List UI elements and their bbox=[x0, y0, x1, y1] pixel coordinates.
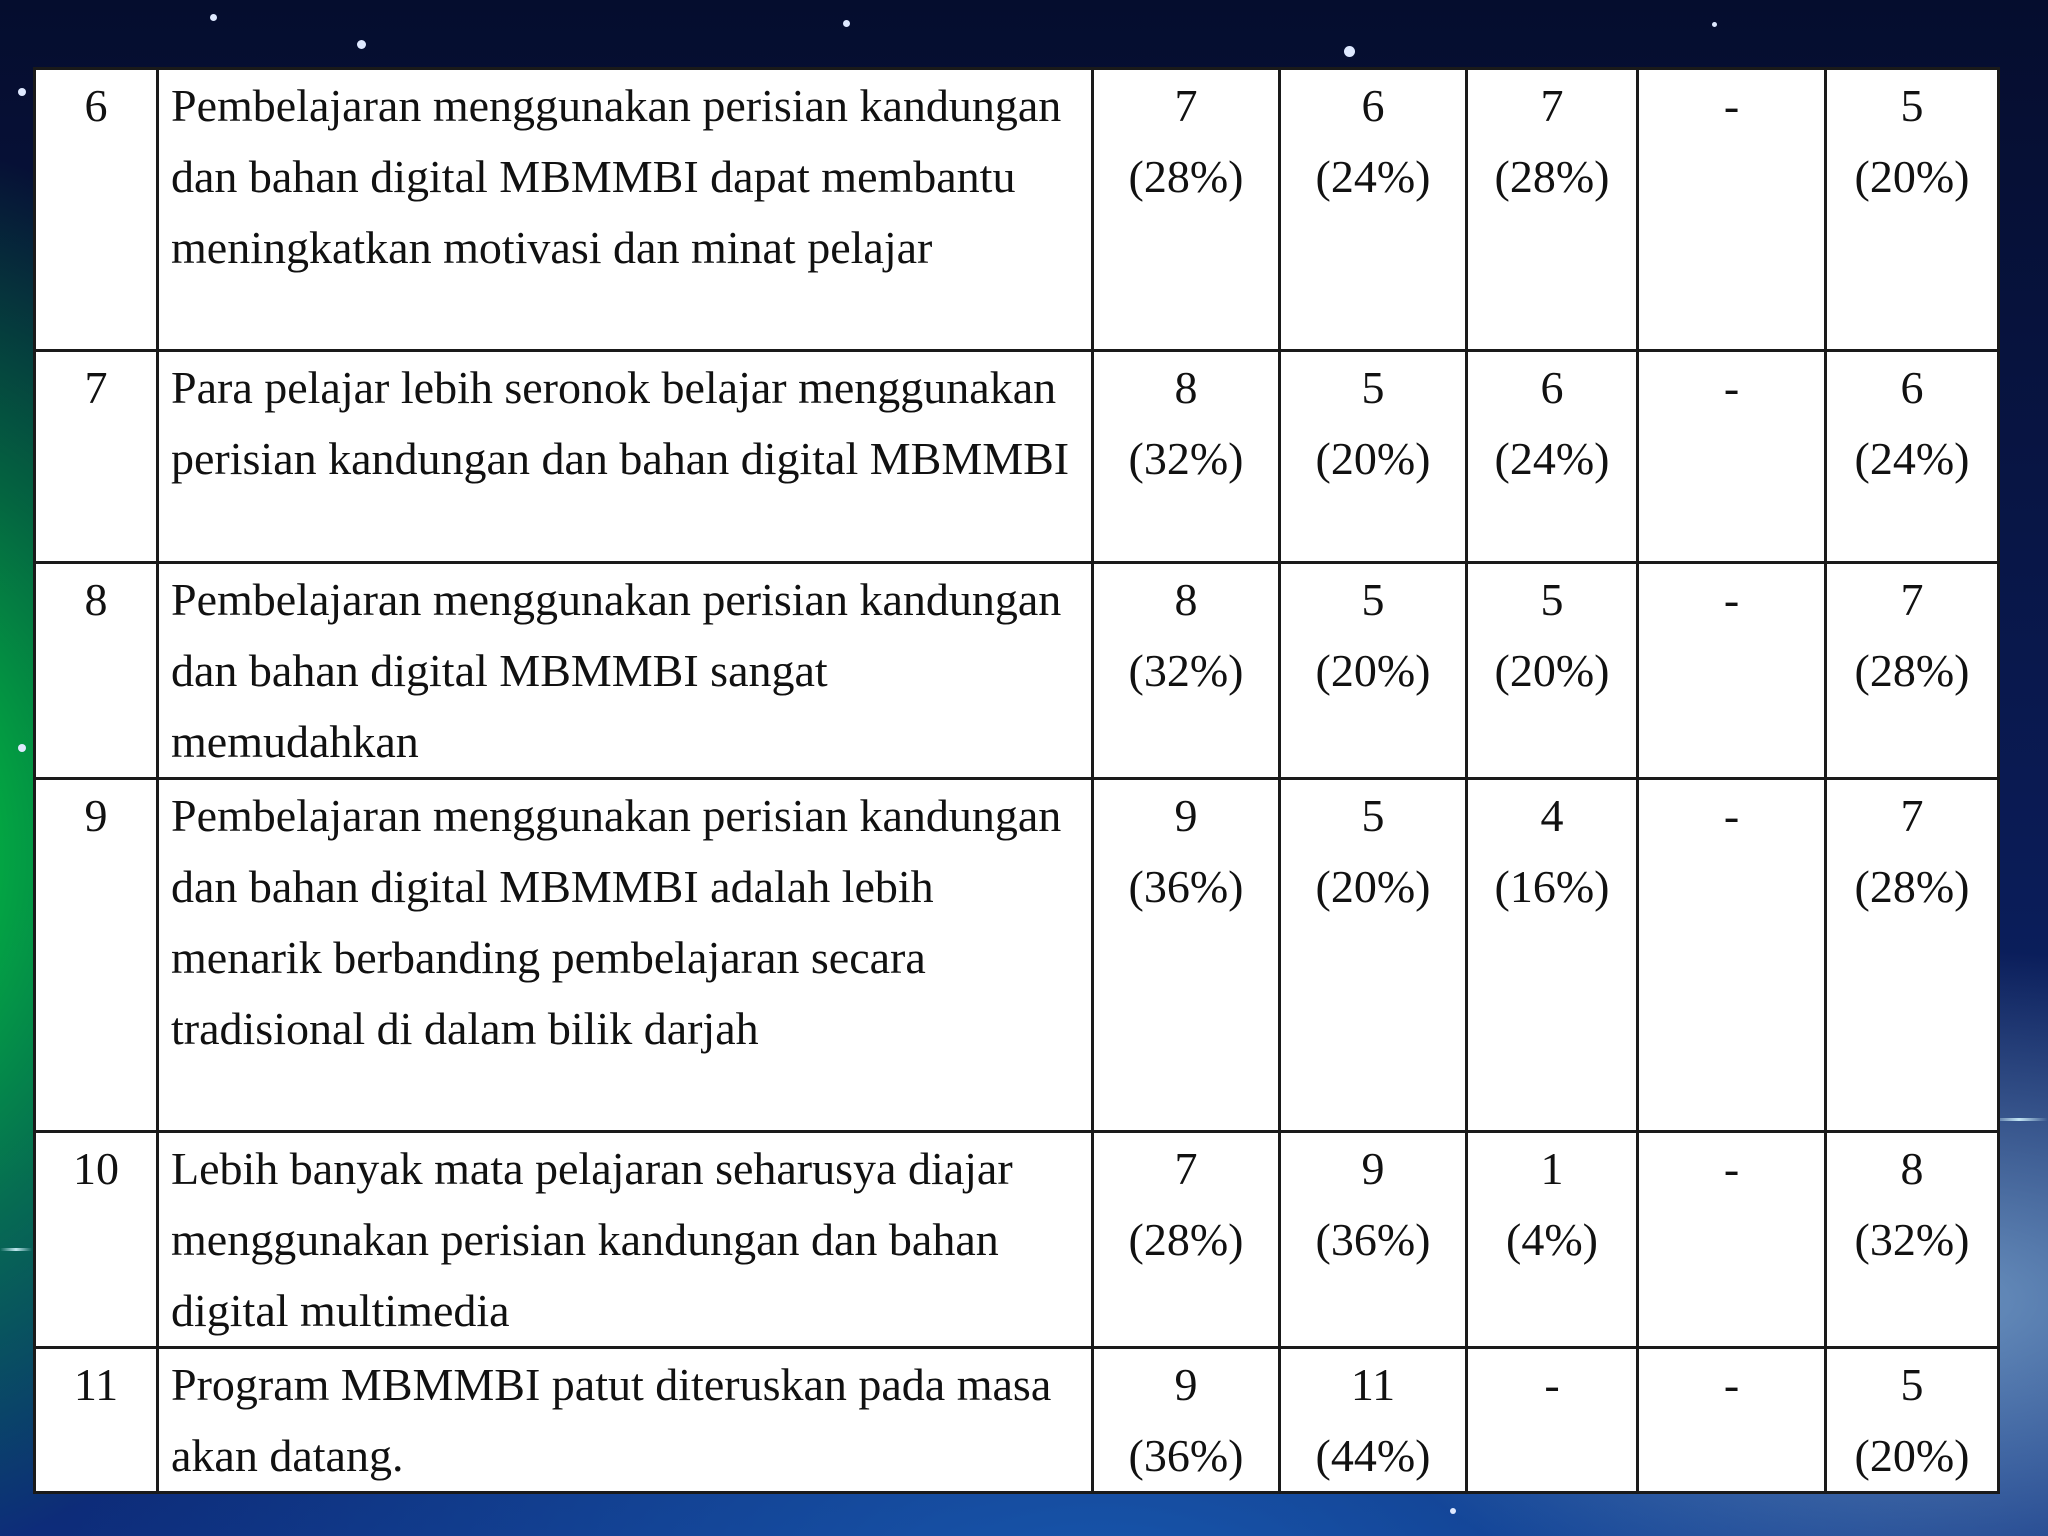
statement-cell: Pembelajaran menggunakan perisian kandungan dan bahan digital MBMMBI adalah lebih menarik berbanding pembelajaran secara tradisional di dalam bilik darjah bbox=[158, 779, 1093, 1132]
response-percent: (28%) bbox=[1128, 1214, 1244, 1265]
response-percent: (28%) bbox=[1128, 151, 1244, 202]
response-cell bbox=[1638, 779, 1826, 1132]
response-cell bbox=[1638, 351, 1826, 563]
response-cell bbox=[1093, 563, 1280, 779]
table-row bbox=[35, 351, 1999, 563]
item-number: 10 bbox=[35, 1132, 158, 1348]
table-row bbox=[35, 563, 1999, 779]
response-cell bbox=[1093, 1348, 1280, 1493]
item-number: 6 bbox=[35, 69, 158, 351]
response-count: 5 bbox=[1900, 1359, 1924, 1410]
table-row bbox=[35, 1348, 1999, 1493]
response-count: - bbox=[1723, 80, 1740, 131]
response-percent: (36%) bbox=[1128, 861, 1244, 912]
response-count: 7 bbox=[1540, 80, 1564, 131]
survey-results-table bbox=[33, 67, 2000, 1494]
response-cell bbox=[1638, 69, 1826, 351]
response-percent: (36%) bbox=[1128, 1430, 1244, 1481]
response-count: 8 bbox=[1174, 362, 1198, 413]
item-number: 8 bbox=[35, 563, 158, 779]
statement-cell: Para pelajar lebih seronok belajar menggunakan perisian kandungan dan bahan digital MBMMBI bbox=[158, 351, 1093, 563]
response-count: 9 bbox=[1361, 1143, 1385, 1194]
response-cell bbox=[1280, 1132, 1467, 1348]
table-row bbox=[35, 1132, 1999, 1348]
response-count: - bbox=[1544, 1359, 1560, 1410]
response-cell bbox=[1467, 69, 1638, 351]
response-percent: (36%) bbox=[1315, 1214, 1431, 1265]
response-percent: (4%) bbox=[1506, 1214, 1598, 1265]
response-cell bbox=[1826, 351, 1999, 563]
response-cell bbox=[1093, 351, 1280, 563]
response-percent: (24%) bbox=[1494, 433, 1610, 484]
response-count: 6 bbox=[1540, 362, 1564, 413]
response-count: 9 bbox=[1174, 790, 1198, 841]
response-percent: (20%) bbox=[1315, 645, 1431, 696]
response-percent: (32%) bbox=[1854, 1214, 1970, 1265]
response-cell bbox=[1280, 1348, 1467, 1493]
response-cell bbox=[1467, 563, 1638, 779]
star bbox=[357, 40, 366, 49]
response-count: - bbox=[1723, 1143, 1740, 1194]
response-count: 5 bbox=[1540, 574, 1564, 625]
response-count: 7 bbox=[1900, 574, 1924, 625]
response-cell bbox=[1826, 1132, 1999, 1348]
response-cell bbox=[1638, 1348, 1826, 1493]
response-count: - bbox=[1723, 574, 1740, 625]
star bbox=[1712, 22, 1717, 27]
response-percent: (28%) bbox=[1854, 645, 1970, 696]
response-cell bbox=[1467, 1132, 1638, 1348]
response-cell bbox=[1826, 779, 1999, 1132]
response-count: 5 bbox=[1361, 790, 1385, 841]
star bbox=[18, 88, 26, 96]
response-percent: (16%) bbox=[1494, 861, 1610, 912]
star bbox=[1344, 46, 1355, 57]
light-streak bbox=[0, 1248, 32, 1251]
response-percent: (44%) bbox=[1315, 1430, 1431, 1481]
response-cell bbox=[1280, 563, 1467, 779]
response-percent: (28%) bbox=[1494, 151, 1610, 202]
statement-cell: Lebih banyak mata pelajaran seharusya diajar menggunakan perisian kandungan dan bahan digital multimedia bbox=[158, 1132, 1093, 1348]
response-cell bbox=[1638, 563, 1826, 779]
response-cell bbox=[1280, 779, 1467, 1132]
item-number: 11 bbox=[35, 1348, 158, 1493]
response-percent: (20%) bbox=[1854, 1430, 1970, 1481]
response-percent: (20%) bbox=[1854, 151, 1970, 202]
response-count: 4 bbox=[1540, 790, 1564, 841]
table-row bbox=[35, 69, 1999, 351]
star bbox=[210, 14, 217, 21]
response-cell bbox=[1467, 1348, 1638, 1493]
response-count: 8 bbox=[1174, 574, 1198, 625]
response-cell bbox=[1826, 563, 1999, 779]
response-percent: (32%) bbox=[1128, 645, 1244, 696]
response-percent: (20%) bbox=[1494, 645, 1610, 696]
response-count: 9 bbox=[1174, 1359, 1198, 1410]
response-cell bbox=[1093, 779, 1280, 1132]
item-number: 9 bbox=[35, 779, 158, 1132]
response-count: 7 bbox=[1174, 1143, 1198, 1194]
statement-cell: Program MBMMBI patut diteruskan pada masa akan datang. bbox=[158, 1348, 1093, 1493]
response-cell bbox=[1467, 779, 1638, 1132]
response-count: 8 bbox=[1900, 1143, 1924, 1194]
response-percent: (20%) bbox=[1315, 433, 1431, 484]
star bbox=[18, 744, 26, 752]
response-count: 11 bbox=[1350, 1359, 1396, 1410]
response-percent: (24%) bbox=[1854, 433, 1970, 484]
star bbox=[1450, 1508, 1456, 1514]
response-cell bbox=[1093, 69, 1280, 351]
response-cell bbox=[1467, 351, 1638, 563]
response-percent: (20%) bbox=[1315, 861, 1431, 912]
item-number: 7 bbox=[35, 351, 158, 563]
response-count: 6 bbox=[1361, 80, 1385, 131]
response-percent: (32%) bbox=[1128, 433, 1244, 484]
response-cell bbox=[1280, 69, 1467, 351]
response-percent: (28%) bbox=[1854, 861, 1970, 912]
response-count: 5 bbox=[1361, 362, 1385, 413]
statement-cell: Pembelajaran menggunakan perisian kandungan dan bahan digital MBMMBI dapat membantu meningkatkan motivasi dan minat pelajar bbox=[158, 69, 1093, 351]
response-cell bbox=[1280, 351, 1467, 563]
response-count: - bbox=[1723, 362, 1740, 413]
response-cell bbox=[1638, 1132, 1826, 1348]
response-cell bbox=[1826, 69, 1999, 351]
response-cell bbox=[1826, 1348, 1999, 1493]
response-count: - bbox=[1723, 790, 1740, 841]
response-count: 5 bbox=[1361, 574, 1385, 625]
star bbox=[843, 20, 850, 27]
response-count: 7 bbox=[1174, 80, 1198, 131]
response-count: 6 bbox=[1900, 362, 1924, 413]
response-count: 7 bbox=[1900, 790, 1924, 841]
response-count: - bbox=[1723, 1359, 1740, 1410]
table-row bbox=[35, 779, 1999, 1132]
statement-cell: Pembelajaran menggunakan perisian kandungan dan bahan digital MBMMBI sangat memudahkan bbox=[158, 563, 1093, 779]
response-cell bbox=[1093, 1132, 1280, 1348]
response-percent: (24%) bbox=[1315, 151, 1431, 202]
response-count: 1 bbox=[1540, 1143, 1564, 1194]
response-count: 5 bbox=[1900, 80, 1924, 131]
